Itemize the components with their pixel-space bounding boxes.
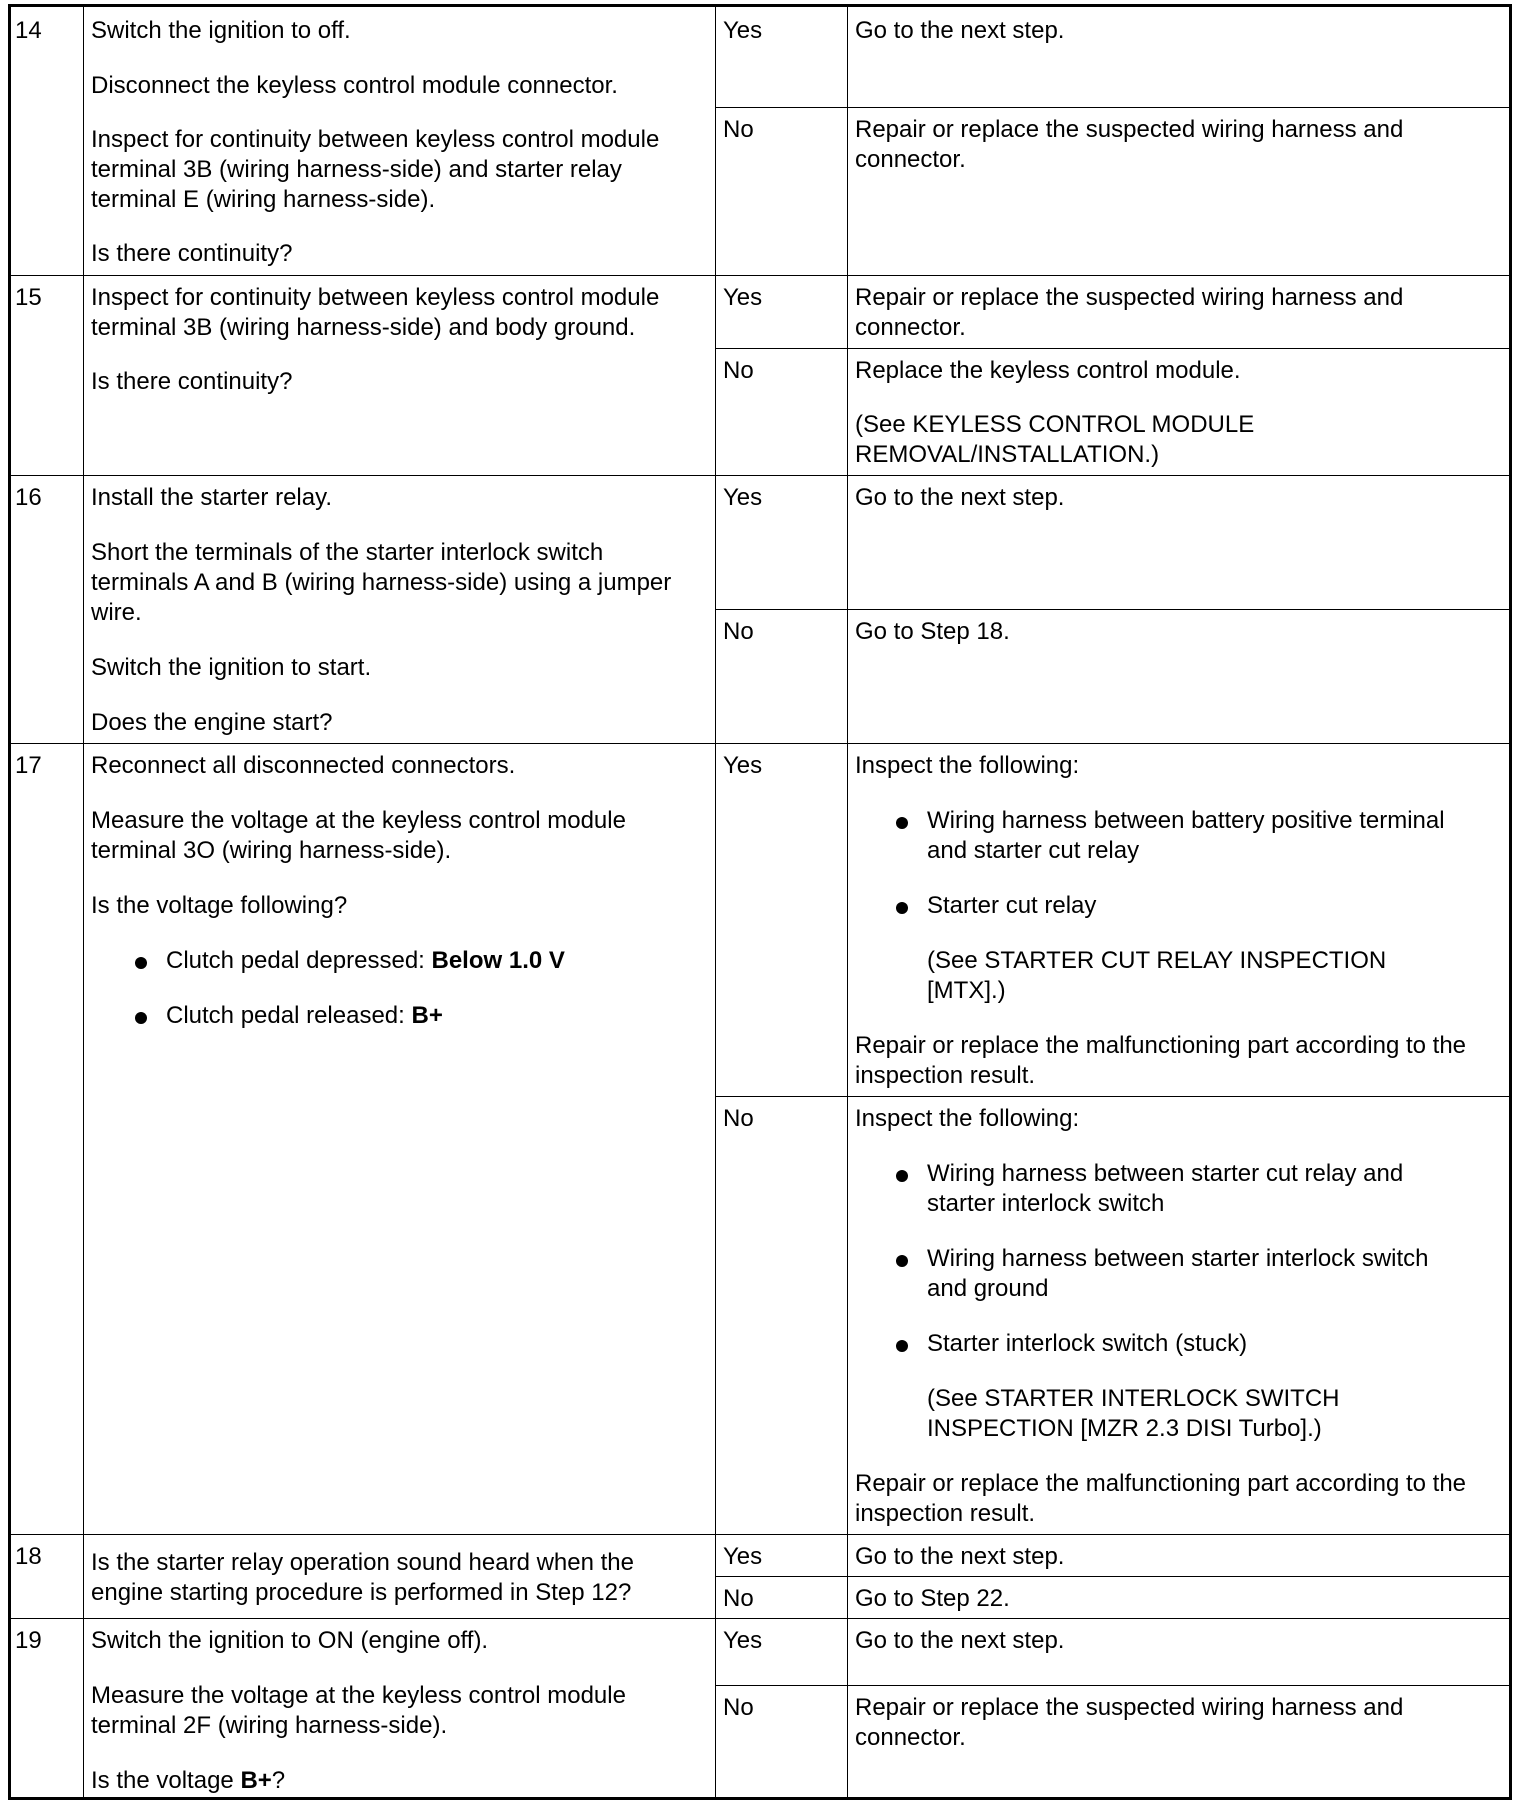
step-number: 17 xyxy=(15,752,42,779)
yes-result-text: and starter cut relay xyxy=(927,837,1140,864)
action-text: terminal 3O (wiring harness-side). xyxy=(91,837,452,864)
action-text: terminal 3B (wiring harness-side) and body ground. xyxy=(91,314,636,341)
yes-label: Yes xyxy=(723,752,763,779)
yes-result-text: Go to the next step. xyxy=(855,1627,1065,1654)
action-text: Measure the voltage at the keyless control module xyxy=(91,1682,626,1709)
yes-no-separator xyxy=(715,348,1509,349)
no-result-text: INSPECTION [MZR 2.3 DISI Turbo].) xyxy=(927,1415,1322,1442)
yes-label: Yes xyxy=(723,284,763,311)
action-text: Disconnect the keyless control module connector. xyxy=(91,72,618,99)
yes-no-separator xyxy=(715,1576,1509,1577)
action-text: terminals A and B (wiring harness-side) using a jumper xyxy=(91,569,672,596)
action-text: terminal 2F (wiring harness-side). xyxy=(91,1712,448,1739)
yes-no-separator xyxy=(715,1096,1509,1097)
no-result-text: Wiring harness between starter interlock switch xyxy=(927,1245,1429,1272)
action-text: Is there continuity? xyxy=(91,368,293,395)
yes-result-text: connector. xyxy=(855,314,966,341)
action-text: Is the starter relay operation sound heard when the xyxy=(91,1549,634,1576)
bullet-icon xyxy=(896,902,908,914)
no-result-text: and ground xyxy=(927,1275,1049,1302)
bullet-icon xyxy=(135,957,147,969)
action-text: Switch the ignition to ON (engine off). xyxy=(91,1627,489,1654)
yes-result-text: Go to the next step. xyxy=(855,17,1065,44)
bullet-icon xyxy=(896,817,908,829)
action-text: Install the starter relay. xyxy=(91,484,332,511)
no-result-text: Go to Step 18. xyxy=(855,618,1010,645)
yes-result-text: Go to the next step. xyxy=(855,1543,1065,1570)
row-separator xyxy=(11,1618,1509,1619)
step-number: 14 xyxy=(15,17,42,44)
yes-label: Yes xyxy=(723,1543,763,1570)
action-text: Short the terminals of the starter interlock switch xyxy=(91,539,604,566)
row-separator xyxy=(11,275,1509,276)
action-text: terminal E (wiring harness-side). xyxy=(91,186,436,213)
action-text: Switch the ignition to start. xyxy=(91,654,372,681)
action-text: Reconnect all disconnected connectors. xyxy=(91,752,516,779)
bullet-icon xyxy=(896,1170,908,1182)
yes-label: Yes xyxy=(723,484,763,511)
step-number: 15 xyxy=(15,284,42,311)
no-label: No xyxy=(723,618,754,645)
row-separator xyxy=(11,743,1509,744)
no-result-text: Repair or replace the suspected wiring harness and xyxy=(855,1694,1404,1721)
troubleshooting-table xyxy=(8,4,1512,1800)
no-result-text: Replace the keyless control module. xyxy=(855,357,1241,384)
yes-no-separator xyxy=(715,609,1509,610)
action-text: Is there continuity? xyxy=(91,240,293,267)
yes-result-text: (See STARTER CUT RELAY INSPECTION xyxy=(927,947,1387,974)
step-number: 16 xyxy=(15,484,42,511)
action-text: Does the engine start? xyxy=(91,709,333,736)
action-text: Switch the ignition to off. xyxy=(91,17,351,44)
no-label: No xyxy=(723,1585,754,1612)
row-separator xyxy=(11,475,1509,476)
no-result-text: Inspect the following: xyxy=(855,1105,1080,1132)
yes-result-text: Wiring harness between battery positive terminal xyxy=(927,807,1445,834)
no-result-text: Repair or replace the suspected wiring harness and xyxy=(855,116,1404,143)
no-result-text: connector. xyxy=(855,1724,966,1751)
no-result-text: (See STARTER INTERLOCK SWITCH xyxy=(927,1385,1340,1412)
yes-result-text: inspection result. xyxy=(855,1062,1036,1089)
bullet-icon xyxy=(135,1012,147,1024)
yes-result-text: Repair or replace the suspected wiring harness and xyxy=(855,284,1404,311)
bullet-icon xyxy=(896,1340,908,1352)
no-label: No xyxy=(723,116,754,143)
no-result-text: connector. xyxy=(855,146,966,173)
action-text: engine starting procedure is performed in Step 12? xyxy=(91,1579,632,1606)
no-result-text: Go to Step 22. xyxy=(855,1585,1010,1612)
action-text: Measure the voltage at the keyless control module xyxy=(91,807,626,834)
no-result-text: REMOVAL/INSTALLATION.) xyxy=(855,441,1160,468)
no-result-text: Starter interlock switch (stuck) xyxy=(927,1330,1248,1357)
yes-label: Yes xyxy=(723,1627,763,1654)
no-label: No xyxy=(723,1105,754,1132)
yes-label: Yes xyxy=(723,17,763,44)
no-label: No xyxy=(723,357,754,384)
bullet-text: Clutch pedal released: B+ xyxy=(166,1002,443,1029)
yes-result-text: Go to the next step. xyxy=(855,484,1065,511)
action-text: terminal 3B (wiring harness-side) and starter relay xyxy=(91,156,622,183)
action-text: wire. xyxy=(91,599,142,626)
step-number: 18 xyxy=(15,1543,42,1570)
no-result-text: starter interlock switch xyxy=(927,1190,1165,1217)
action-text: Inspect for continuity between keyless control module xyxy=(91,284,660,311)
no-result-text: (See KEYLESS CONTROL MODULE xyxy=(855,411,1255,438)
yes-result-text: Repair or replace the malfunctioning part according to the xyxy=(855,1032,1467,1059)
bullet-icon xyxy=(896,1255,908,1267)
yes-result-text: [MTX].) xyxy=(927,977,1006,1004)
no-result-text: Wiring harness between starter cut relay and xyxy=(927,1160,1404,1187)
action-text: Is the voltage B+? xyxy=(91,1767,286,1794)
yes-result-text: Inspect the following: xyxy=(855,752,1080,779)
yes-no-separator xyxy=(715,107,1509,108)
row-separator xyxy=(11,1534,1509,1535)
no-result-text: inspection result. xyxy=(855,1500,1036,1527)
yes-no-separator xyxy=(715,1685,1509,1686)
bullet-text: Clutch pedal depressed: Below 1.0 V xyxy=(166,947,565,974)
action-text: Inspect for continuity between keyless control module xyxy=(91,126,660,153)
no-label: No xyxy=(723,1694,754,1721)
yes-result-text: Starter cut relay xyxy=(927,892,1097,919)
no-result-text: Repair or replace the malfunctioning part according to the xyxy=(855,1470,1467,1497)
step-number: 19 xyxy=(15,1627,42,1654)
action-text: Is the voltage following? xyxy=(91,892,348,919)
